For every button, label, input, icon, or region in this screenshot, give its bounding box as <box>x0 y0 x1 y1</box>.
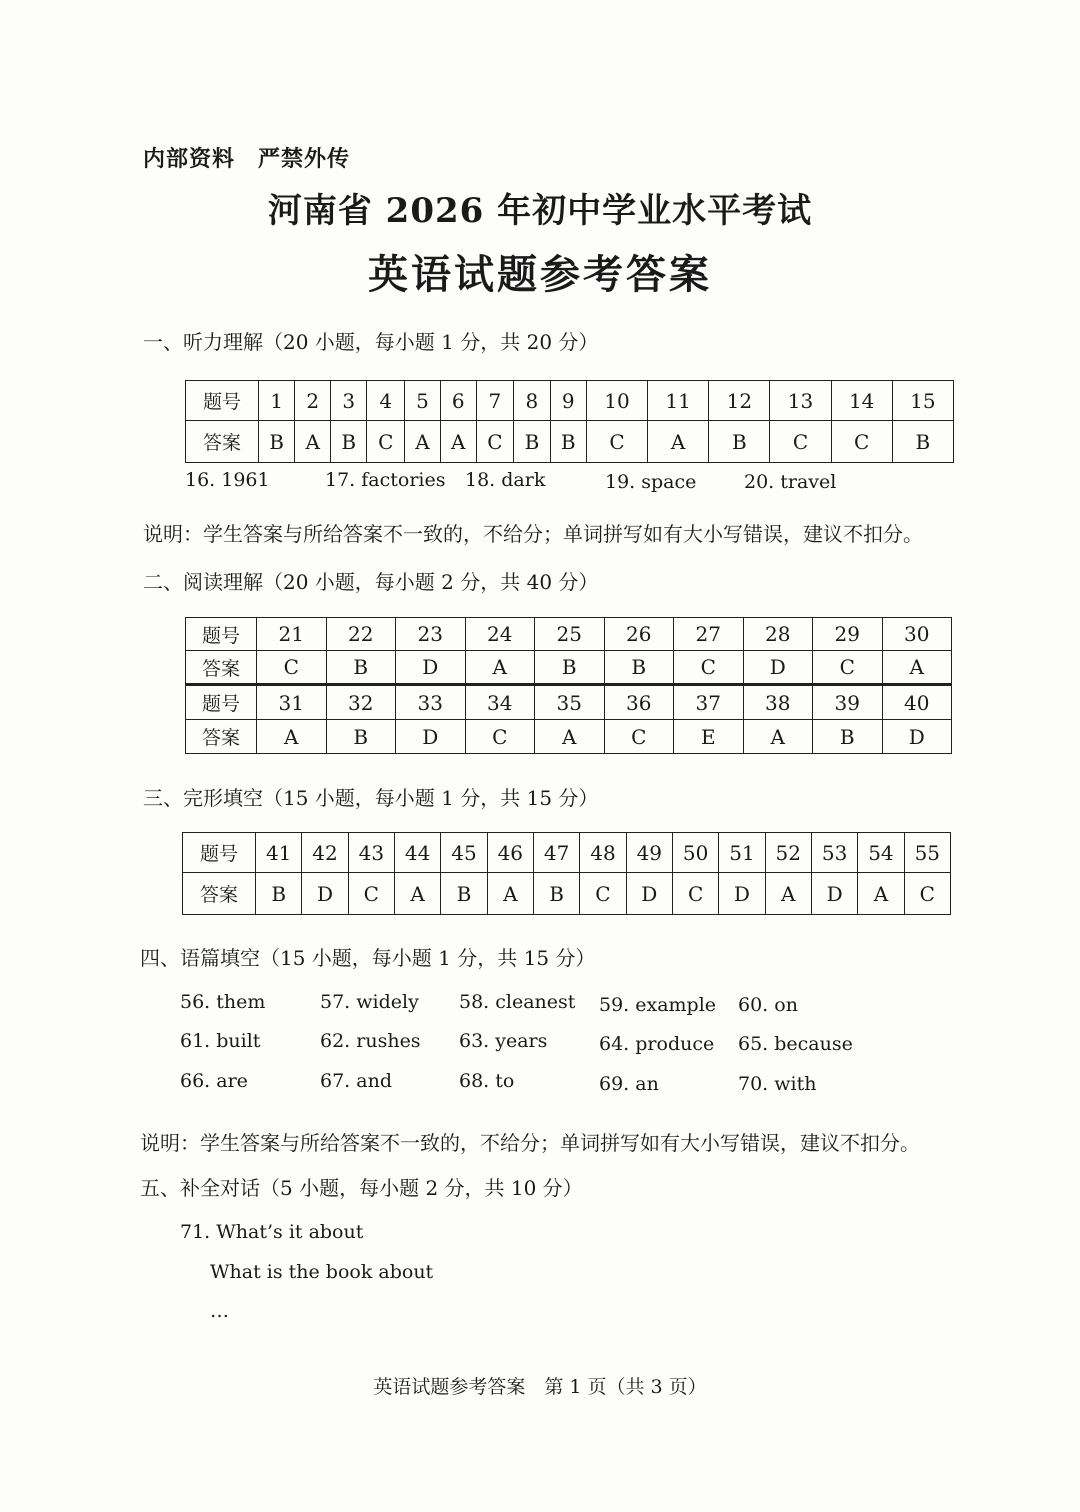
section4-note: 说明：学生答案与所给答案不一致的，不给分；单词拼写如有大小写错误，建议不扣分。 <box>140 1131 920 1155</box>
answer-cell: C <box>476 421 514 463</box>
answer-cell: A <box>405 421 441 463</box>
question-number-cell: 14 <box>831 381 892 421</box>
question-number-cell: 50 <box>672 833 718 873</box>
fill-answer: 56. them <box>180 991 266 1013</box>
question-number-cell: 25 <box>535 618 605 651</box>
row-label-answer: 答案 <box>186 720 257 754</box>
question-number-cell: 44 <box>394 833 440 873</box>
exam-title: 河南省 2026 年初中学业水平考试 <box>267 191 813 231</box>
section5-heading: 五、补全对话（5 小题，每小题 2 分，共 10 分） <box>140 1176 583 1200</box>
question-number-cell: 38 <box>743 685 813 720</box>
question-number-cell: 23 <box>396 618 466 651</box>
answer-cell: C <box>674 651 744 685</box>
question-number-cell: 49 <box>626 833 672 873</box>
question-number-cell: 48 <box>580 833 626 873</box>
question-number-cell: 33 <box>396 685 466 720</box>
question-number-cell: 7 <box>476 381 514 421</box>
answer-cell: A <box>295 421 331 463</box>
section2-heading: 二、阅读理解（20 小题，每小题 2 分，共 40 分） <box>143 570 599 594</box>
question-number-cell: 15 <box>892 381 953 421</box>
answer-cell: B <box>514 421 550 463</box>
answer-cell: C <box>367 421 405 463</box>
answer-cell: A <box>257 720 327 754</box>
answer-cell: D <box>396 651 466 685</box>
answer-cell: A <box>743 720 813 754</box>
question-number-cell: 27 <box>674 618 744 651</box>
question-number-cell: 47 <box>533 833 579 873</box>
question-number-cell: 13 <box>770 381 831 421</box>
answer-cell: B <box>533 873 579 915</box>
section3-answer-table <box>182 832 951 915</box>
answer-cell: A <box>440 421 476 463</box>
row-label-number: 题号 <box>186 685 257 720</box>
fill-answer: 70. with <box>738 1073 817 1095</box>
ellipsis: … <box>210 1300 229 1322</box>
answer-cell: A <box>535 720 605 754</box>
fill-answer: 17. factories <box>325 469 446 491</box>
question-number-cell: 53 <box>811 833 857 873</box>
question-number-cell: 31 <box>257 685 327 720</box>
question-number-cell: 35 <box>535 685 605 720</box>
question-number-cell: 9 <box>550 381 586 421</box>
question-number-cell: 51 <box>719 833 765 873</box>
question-number-cell: 28 <box>743 618 813 651</box>
answer-cell: B <box>550 421 586 463</box>
answer-cell: A <box>487 873 533 915</box>
fill-answer: 64. produce <box>599 1033 715 1055</box>
answer-cell: A <box>394 873 440 915</box>
page-footer: 英语试题参考答案 第 1 页（共 3 页） <box>373 1376 707 1398</box>
section3-heading: 三、完形填空（15 小题，每小题 1 分，共 15 分） <box>143 786 599 810</box>
answer-cell: D <box>626 873 672 915</box>
question-number-cell: 34 <box>465 685 535 720</box>
confidential-label: 内部资料 严禁外传 <box>143 147 351 172</box>
answer-cell: C <box>586 421 647 463</box>
question-number-cell: 26 <box>604 618 674 651</box>
answer-cell: B <box>892 421 953 463</box>
answer-cell: B <box>326 720 396 754</box>
answer-cell: C <box>904 873 950 915</box>
question-number-cell: 22 <box>326 618 396 651</box>
fill-answer: 57. widely <box>320 991 419 1013</box>
fill-answer: 65. because <box>738 1033 853 1055</box>
answer-cell: B <box>256 873 302 915</box>
answer-cell: D <box>396 720 466 754</box>
section1-answer-table <box>185 380 954 463</box>
answer-cell: D <box>719 873 765 915</box>
question-number-cell: 24 <box>465 618 535 651</box>
item71-line2: What is the book about <box>210 1261 434 1283</box>
question-number-cell: 10 <box>586 381 647 421</box>
answer-key-title: 英语试题参考答案 <box>368 251 712 298</box>
answer-cell: A <box>648 421 709 463</box>
fill-answer: 68. to <box>459 1070 515 1092</box>
answer-cell: A <box>858 873 904 915</box>
row-label-number: 题号 <box>186 381 259 421</box>
question-number-cell: 40 <box>882 685 952 720</box>
question-number-cell: 45 <box>441 833 487 873</box>
answer-cell: C <box>813 651 883 685</box>
answer-cell: C <box>580 873 626 915</box>
answer-cell: A <box>465 651 535 685</box>
fill-answer: 58. cleanest <box>459 991 576 1013</box>
answer-cell: C <box>770 421 831 463</box>
answer-cell: C <box>257 651 327 685</box>
question-number-cell: 55 <box>904 833 950 873</box>
answer-cell: C <box>348 873 394 915</box>
fill-answer: 63. years <box>459 1030 548 1052</box>
row-label-answer: 答案 <box>186 651 257 685</box>
answer-cell: C <box>831 421 892 463</box>
question-number-cell: 12 <box>709 381 770 421</box>
fill-answer: 69. an <box>599 1073 659 1095</box>
answer-cell: D <box>882 720 952 754</box>
question-number-cell: 4 <box>367 381 405 421</box>
row-label-answer: 答案 <box>186 421 259 463</box>
question-number-cell: 54 <box>858 833 904 873</box>
question-number-cell: 37 <box>674 685 744 720</box>
row-label-number: 题号 <box>186 618 257 651</box>
fill-answer: 67. and <box>320 1070 392 1092</box>
answer-cell: D <box>811 873 857 915</box>
question-number-cell: 11 <box>648 381 709 421</box>
question-number-cell: 52 <box>765 833 811 873</box>
answer-cell: A <box>765 873 811 915</box>
question-number-cell: 36 <box>604 685 674 720</box>
fill-answer: 18. dark <box>465 469 546 491</box>
question-number-cell: 6 <box>440 381 476 421</box>
question-number-cell: 3 <box>331 381 367 421</box>
answer-cell: D <box>743 651 813 685</box>
answer-cell: B <box>259 421 295 463</box>
fill-answer: 59. example <box>599 994 717 1016</box>
answer-cell: B <box>604 651 674 685</box>
question-number-cell: 30 <box>882 618 952 651</box>
answer-cell: B <box>813 720 883 754</box>
question-number-cell: 5 <box>405 381 441 421</box>
answer-cell: B <box>441 873 487 915</box>
section2-answer-table <box>185 617 952 754</box>
answer-cell: A <box>882 651 952 685</box>
question-number-cell: 1 <box>259 381 295 421</box>
fill-answer: 19. space <box>605 471 697 493</box>
question-number-cell: 41 <box>256 833 302 873</box>
row-label-answer: 答案 <box>183 873 256 915</box>
answer-cell: B <box>535 651 605 685</box>
question-number-cell: 29 <box>813 618 883 651</box>
question-number-cell: 46 <box>487 833 533 873</box>
fill-answer: 16. 1961 <box>185 469 270 491</box>
section1-heading: 一、听力理解（20 小题，每小题 1 分，共 20 分） <box>143 330 599 354</box>
question-number-cell: 42 <box>302 833 348 873</box>
answer-cell: B <box>326 651 396 685</box>
question-number-cell: 21 <box>257 618 327 651</box>
question-number-cell: 32 <box>326 685 396 720</box>
row-label-number: 题号 <box>183 833 256 873</box>
question-number-cell: 8 <box>514 381 550 421</box>
answer-cell: C <box>604 720 674 754</box>
fill-answer: 61. built <box>180 1030 261 1052</box>
answer-cell: C <box>465 720 535 754</box>
answer-cell: B <box>331 421 367 463</box>
section1-note: 说明：学生答案与所给答案不一致的，不给分；单词拼写如有大小写错误，建议不扣分。 <box>143 522 923 546</box>
question-number-cell: 39 <box>813 685 883 720</box>
fill-answer: 60. on <box>738 994 798 1016</box>
item71-line1: 71. What’s it about <box>180 1221 364 1243</box>
question-number-cell: 43 <box>348 833 394 873</box>
fill-answer: 20. travel <box>744 471 837 493</box>
fill-answer: 62. rushes <box>320 1030 421 1052</box>
fill-answer: 66. are <box>180 1070 248 1092</box>
question-number-cell: 2 <box>295 381 331 421</box>
answer-cell: E <box>674 720 744 754</box>
section4-heading: 四、语篇填空（15 小题，每小题 1 分，共 15 分） <box>140 946 596 970</box>
answer-cell: B <box>709 421 770 463</box>
answer-cell: D <box>302 873 348 915</box>
answer-cell: C <box>672 873 718 915</box>
